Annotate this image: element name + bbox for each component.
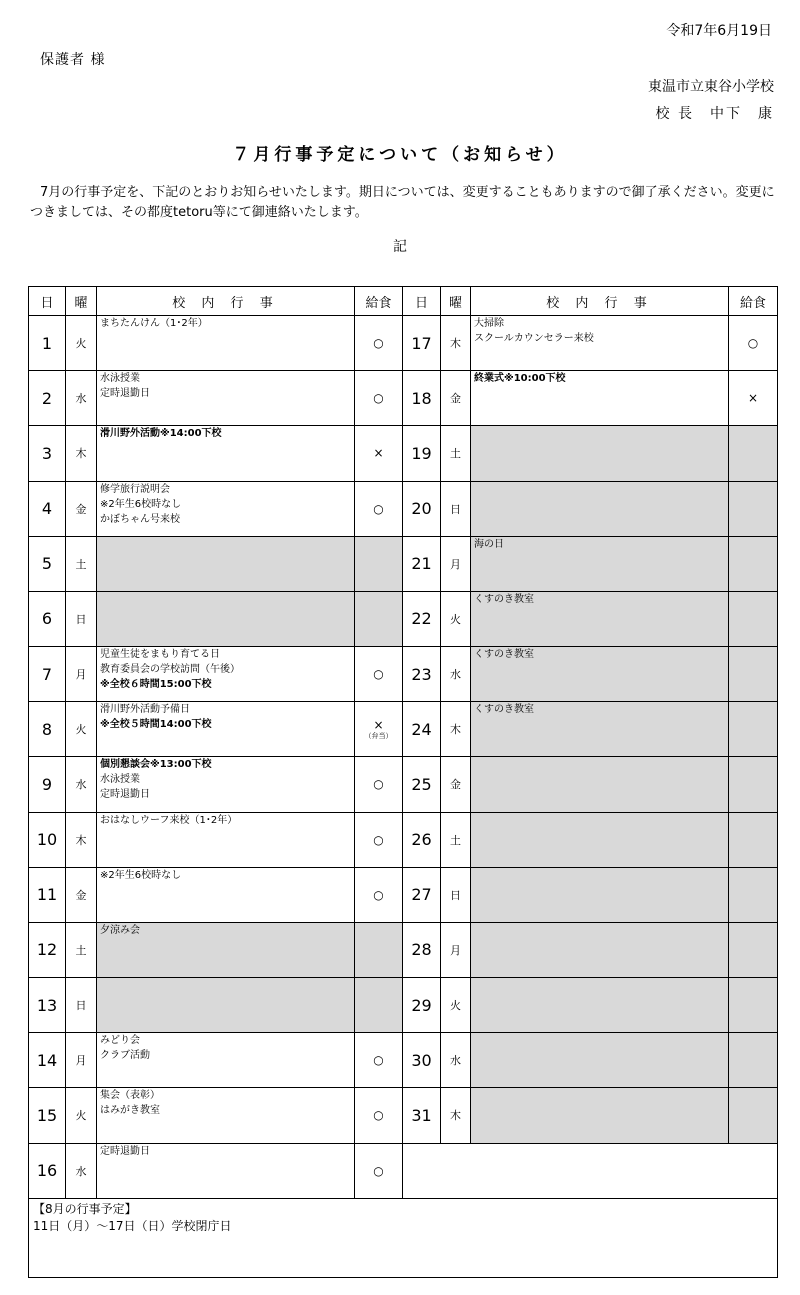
weekday: 土 [66,536,97,591]
lunch-cell [355,702,403,757]
weekday: 月 [66,1033,97,1088]
day-number: 14 [29,1033,66,1088]
school-name: 東温市立東谷小学校 [648,79,774,95]
event-line: 教育委員会の学校訪問（午後） [100,664,240,676]
col-header-weekday: 曜 [66,287,97,316]
event-line: 滑川野外活動予備日 [100,704,190,716]
day-number: 6 [29,591,66,646]
events-cell [97,426,355,481]
events-cell [471,316,729,371]
day-number: 5 [29,536,66,591]
day-number: 19 [403,426,441,481]
day-number: 16 [29,1143,66,1198]
day-number: 7 [29,647,66,702]
events-cell [471,978,729,1033]
events-cell [97,867,355,922]
weekday: 金 [441,371,471,426]
lunch-cell [355,757,403,812]
event-line: くすのき教室 [474,649,534,661]
event-line: かぼちゃん号来校 [100,513,180,525]
intro-paragraph: 7月の行事予定を、下記のとおりお知らせいたします。期日については、変更することもありますので御了承ください。変更につきましては、その都度tetoru等にて御連絡いたします。 [30,185,775,220]
lunch-cell [355,426,403,481]
lunch-cell [729,978,778,1033]
event-line: 水泳授業 [100,373,140,385]
events-cell [471,481,729,536]
weekday: 日 [441,867,471,922]
lunch-cell [355,647,403,702]
weekday: 金 [441,757,471,812]
events-cell [97,536,355,591]
weekday: 月 [66,647,97,702]
table-row [29,978,778,1033]
table-row [29,1088,778,1143]
events-cell [97,316,355,371]
weekday: 日 [66,978,97,1033]
lunch-mark: ○ [373,777,384,792]
lunch-cell [355,481,403,536]
events-cell [471,702,729,757]
weekday: 水 [441,647,471,702]
day-number: 30 [403,1033,441,1088]
events-cell [471,426,729,481]
day-number: 2 [29,371,66,426]
day-number: 26 [403,812,441,867]
events-cell [471,536,729,591]
lunch-mark: ○ [747,336,759,351]
empty-cell [403,1143,778,1198]
events-cell [97,812,355,867]
lunch-cell [729,867,778,922]
weekday: 木 [441,316,471,371]
table-row [29,1143,778,1198]
table-row [29,922,778,977]
lunch-cell [729,1033,778,1088]
event-line: 夕涼み会 [100,924,140,936]
lunch-mark: ○ [373,501,384,516]
weekday: 土 [441,426,471,481]
event-line: 大掃除 [474,318,504,329]
weekday: 土 [441,812,471,867]
day-number: 8 [29,702,66,757]
day-number: 3 [29,426,66,481]
august-schedule-cell [29,1198,778,1277]
col-header-events: 校 内 行 事 [97,287,355,316]
event-line: 終業式※10:00下校 [474,373,566,385]
day-number: 29 [403,978,441,1033]
event-line: スクールカウンセラー来校 [474,333,594,344]
weekday: 月 [441,922,471,977]
lunch-mark: ○ [373,391,384,406]
day-number: 13 [29,978,66,1033]
col-header-weekday: 曜 [441,287,471,316]
event-line: 個別懇談会※13:00下校 [100,759,212,771]
table-row [29,481,778,536]
document-date: 令和7年6月19日 [666,23,772,39]
events-cell [471,647,729,702]
lunch-cell [355,316,403,371]
col-header-lunch: 給食 [729,287,778,316]
events-cell [97,647,355,702]
event-line: クラブ活動 [100,1050,150,1062]
day-number: 4 [29,481,66,536]
lunch-mark: ○ [373,1108,384,1123]
august-heading: 【8月の行事予定】 [33,1201,137,1216]
lunch-mark: ○ [373,832,384,847]
page-title: ７月行事予定について（お知らせ） [232,145,568,165]
day-number: 20 [403,481,441,536]
lunch-cell [729,922,778,977]
lunch-cell [729,647,778,702]
events-cell [97,757,355,812]
weekday: 日 [66,591,97,646]
lunch-mark: ○ [373,1163,384,1178]
events-cell [471,1033,729,1088]
day-number: 15 [29,1088,66,1143]
event-line: 児童生徒をまもり育てる日 [100,649,220,661]
day-number: 25 [403,757,441,812]
col-header-day: 日 [403,287,441,316]
lunch-cell [729,316,778,371]
col-header-events: 校 内 行 事 [471,287,729,316]
events-cell [471,371,729,426]
day-number: 24 [403,702,441,757]
lunch-cell [729,426,778,481]
event-line: くすのき教室 [474,704,534,716]
day-number: 21 [403,536,441,591]
weekday: 木 [441,1088,471,1143]
lunch-mark: ○ [373,667,384,682]
day-number: 9 [29,757,66,812]
lunch-cell [355,867,403,922]
table-row [29,867,778,922]
events-cell [471,922,729,977]
day-number: 12 [29,922,66,977]
col-header-lunch: 給食 [355,287,403,316]
table-row [29,757,778,812]
events-cell [97,1088,355,1143]
day-number: 22 [403,591,441,646]
event-line: 定時退勤日 [100,1145,150,1157]
weekday: 木 [66,426,97,481]
weekday: 水 [441,1033,471,1088]
lunch-mark: × [373,717,384,732]
event-line: 水泳授業 [100,774,140,786]
events-cell [97,922,355,977]
weekday: 木 [66,812,97,867]
lunch-cell [355,1033,403,1088]
weekday: 金 [66,867,97,922]
lunch-cell [355,812,403,867]
event-line: おはなしウーフ来校（1･2年） [100,814,238,826]
lunch-cell [729,481,778,536]
event-line: 修学旅行説明会 [100,483,170,495]
table-row [29,647,778,702]
august-closure-line: 11日（月）～17日（日）学校閉庁日 [33,1218,232,1233]
table-row [29,591,778,646]
lunch-cell [355,1088,403,1143]
day-number: 11 [29,867,66,922]
table-row [29,426,778,481]
weekday: 火 [441,978,471,1033]
lunch-mark: ○ [373,336,384,351]
day-number: 27 [403,867,441,922]
weekday: 木 [441,702,471,757]
weekday: 金 [66,481,97,536]
events-cell [97,1033,355,1088]
event-line: ※全校６時間15:00下校 [100,679,212,691]
weekday: 水 [66,1143,97,1198]
events-cell [97,371,355,426]
schedule-table [28,286,778,1278]
events-cell [97,702,355,757]
lunch-cell [729,702,778,757]
lunch-cell [729,591,778,646]
day-number: 17 [403,316,441,371]
events-cell [97,1143,355,1198]
day-number: 23 [403,647,441,702]
recipient-line: 保護者 様 [40,52,106,68]
events-cell [471,867,729,922]
table-row [29,812,778,867]
weekday: 水 [66,371,97,426]
day-number: 28 [403,922,441,977]
table-row [29,371,778,426]
ki-marker: 記 [393,239,407,255]
weekday: 火 [441,591,471,646]
weekday: 土 [66,922,97,977]
events-cell [471,757,729,812]
col-header-day: 日 [29,287,66,316]
lunch-mark: × [747,391,759,406]
table-row [29,1033,778,1088]
lunch-cell [355,922,403,977]
event-line: 海の日 [474,538,504,550]
lunch-cell [729,1088,778,1143]
event-line: 集会（表彰） [100,1090,160,1102]
lunch-cell [355,591,403,646]
weekday: 水 [66,757,97,812]
lunch-cell [729,371,778,426]
event-line: 定時退勤日 [100,388,150,400]
day-number: 31 [403,1088,441,1143]
event-line: みどり会 [100,1035,140,1047]
event-line: ※2年生6校時なし [100,869,182,881]
weekday: 火 [66,702,97,757]
event-line: はみがき教室 [100,1105,160,1117]
day-number: 1 [29,316,66,371]
lunch-mark: × [373,446,384,461]
weekday: 月 [441,536,471,591]
lunch-cell [355,536,403,591]
august-schedule-row [29,1198,778,1277]
lunch-mark: ○ [373,1053,384,1068]
events-cell [97,978,355,1033]
lunch-cell [355,371,403,426]
event-line: くすのき教室 [474,593,534,605]
events-cell [97,591,355,646]
event-line: 滑川野外活動※14:00下校 [100,428,222,440]
table-row [29,536,778,591]
lunch-cell [729,757,778,812]
table-row [29,316,778,371]
lunch-cell [355,1143,403,1198]
day-number: 18 [403,371,441,426]
events-cell [471,1088,729,1143]
day-number: 10 [29,812,66,867]
table-header-row [29,287,778,316]
lunch-cell [729,812,778,867]
lunch-cell [729,536,778,591]
events-cell [97,481,355,536]
events-cell [471,812,729,867]
events-cell [471,591,729,646]
event-line: 定時退勤日 [100,789,150,801]
table-row [29,702,778,757]
weekday: 火 [66,1088,97,1143]
lunch-mark: ○ [373,887,384,902]
lunch-note: （弁当） [364,731,393,740]
lunch-cell [355,978,403,1033]
weekday: 火 [66,316,97,371]
event-line: ※全校５時間14:00下校 [100,719,212,731]
event-line: まちたんけん（1･2年） [100,318,208,329]
principal-name: 校 長 中下 康 [655,106,774,122]
schedule-body [29,316,778,1199]
event-line: ※2年生6校時なし [100,498,182,510]
weekday: 日 [441,481,471,536]
